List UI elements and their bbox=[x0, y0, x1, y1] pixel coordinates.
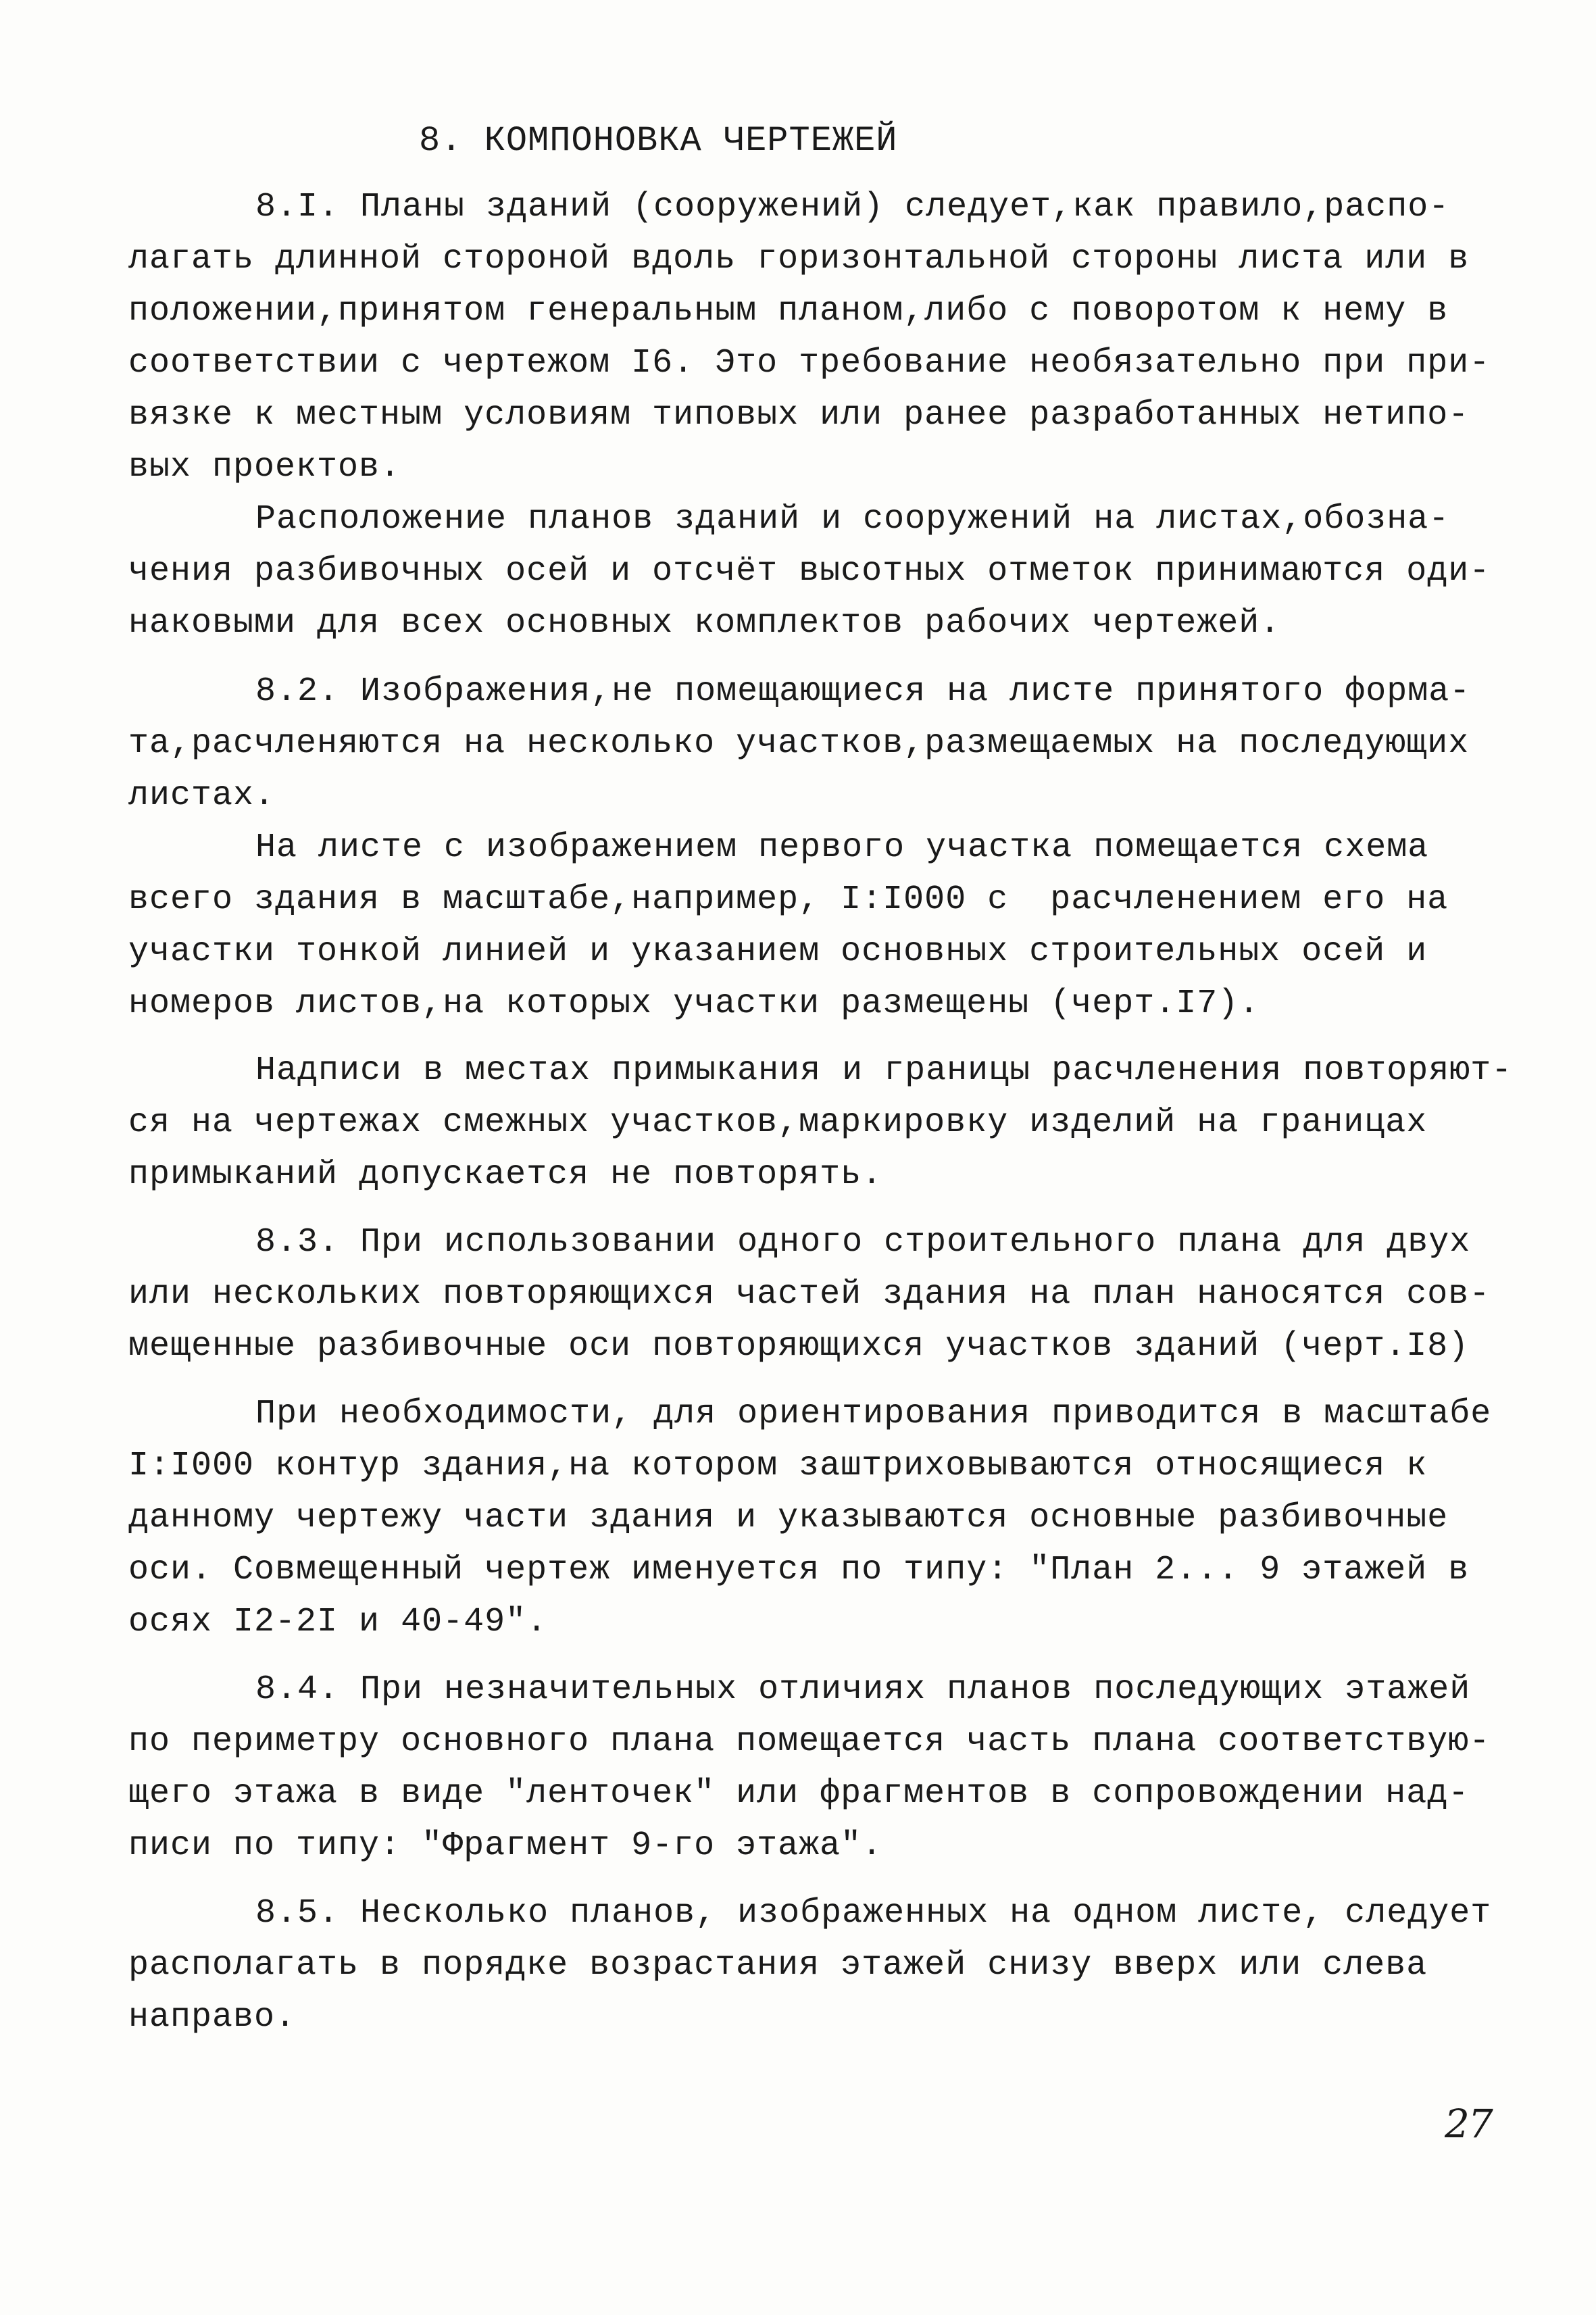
text-line: щего этажа в виде "ленточек" или фрагментов в сопровождении над- bbox=[128, 1774, 1470, 1813]
text-line: по периметру основного плана помещается часть плана соответствую- bbox=[128, 1722, 1491, 1761]
text-line: Надписи в местах примыкания и границы расчленения повторяют- bbox=[255, 1051, 1513, 1090]
text-line: писи по типу: "Фрагмент 9-го этажа". bbox=[128, 1826, 883, 1865]
text-line: оси. Совмещенный чертеж именуется по типу: "План 2... 9 этажей в bbox=[128, 1551, 1470, 1589]
text-line: наковыми для всех основных комплектов рабочих чертежей. bbox=[128, 604, 1281, 643]
text-line: 8.I. Планы зданий (сооружений) следует,как правило,распо- bbox=[255, 188, 1450, 226]
text-line: ся на чертежах смежных участков,маркировку изделий на границах bbox=[128, 1103, 1428, 1142]
text-line: положении,принятом генеральным планом,либо с поворотом к нему в bbox=[128, 292, 1449, 330]
text-line: осях I2-2I и 40-49". bbox=[128, 1603, 548, 1641]
text-line: или нескольких повторяющихся частей здания на план наносятся сов- bbox=[128, 1275, 1491, 1314]
text-line: Расположение планов зданий и сооружений на листах,обозна- bbox=[255, 500, 1450, 539]
text-line: мещенные разбивочные оси повторяющихся участков зданий (черт.I8) bbox=[128, 1327, 1470, 1366]
text-line: вых проектов. bbox=[128, 448, 401, 487]
text-line: 8.3. При использовании одного строительного плана для двух bbox=[255, 1223, 1471, 1262]
text-line: всего здания в масштабе,например, I:I000 с расчленением его на bbox=[128, 880, 1449, 919]
text-line: располагать в порядке возрастания этажей снизу вверх или слева bbox=[128, 1946, 1428, 1985]
text-line: 8.4. При незначительных отличиях планов последующих этажей bbox=[255, 1670, 1471, 1709]
text-line: I:I000 контур здания,на котором заштриховываются относящиеся к bbox=[128, 1447, 1428, 1485]
text-line: При необходимости, для ориентирования приводится в масштабе bbox=[255, 1395, 1492, 1433]
text-line: вязке к местным условиям типовых или ранее разработанных нетипо- bbox=[128, 396, 1470, 434]
text-line: чения разбивочных осей и отсчёт высотных отметок принимаются оди- bbox=[128, 552, 1491, 591]
text-line: лагать длинной стороной вдоль горизонтальной стороны листа или в bbox=[128, 240, 1470, 278]
text-line: данному чертежу части здания и указываются основные разбивочные bbox=[128, 1499, 1449, 1537]
page-number: 27 bbox=[1445, 2101, 1492, 2147]
text-line: 8.2. Изображения,не помещающиеся на листе принятого форма- bbox=[255, 672, 1471, 711]
text-line: соответствии с чертежом I6. Это требование необязательно при при- bbox=[128, 344, 1491, 382]
text-line: та,расчленяются на несколько участков,размещаемых на последующих bbox=[128, 724, 1470, 763]
text-line: участки тонкой линией и указанием основных строительных осей и bbox=[128, 932, 1428, 971]
text-line: примыканий допускается не повторять. bbox=[128, 1155, 883, 1194]
text-line: направо. bbox=[128, 1998, 297, 2037]
text-line: На листе с изображением первого участка помещается схема bbox=[255, 828, 1429, 867]
text-line: 8.5. Несколько планов, изображенных на одном листе, следует bbox=[255, 1894, 1492, 1933]
text-line: номеров листов,на которых участки размещены (черт.I7). bbox=[128, 985, 1260, 1023]
text-line: листах. bbox=[128, 776, 276, 815]
section-heading: 8. КОМПОНОВКА ЧЕРТЕЖЕЙ bbox=[419, 121, 898, 161]
